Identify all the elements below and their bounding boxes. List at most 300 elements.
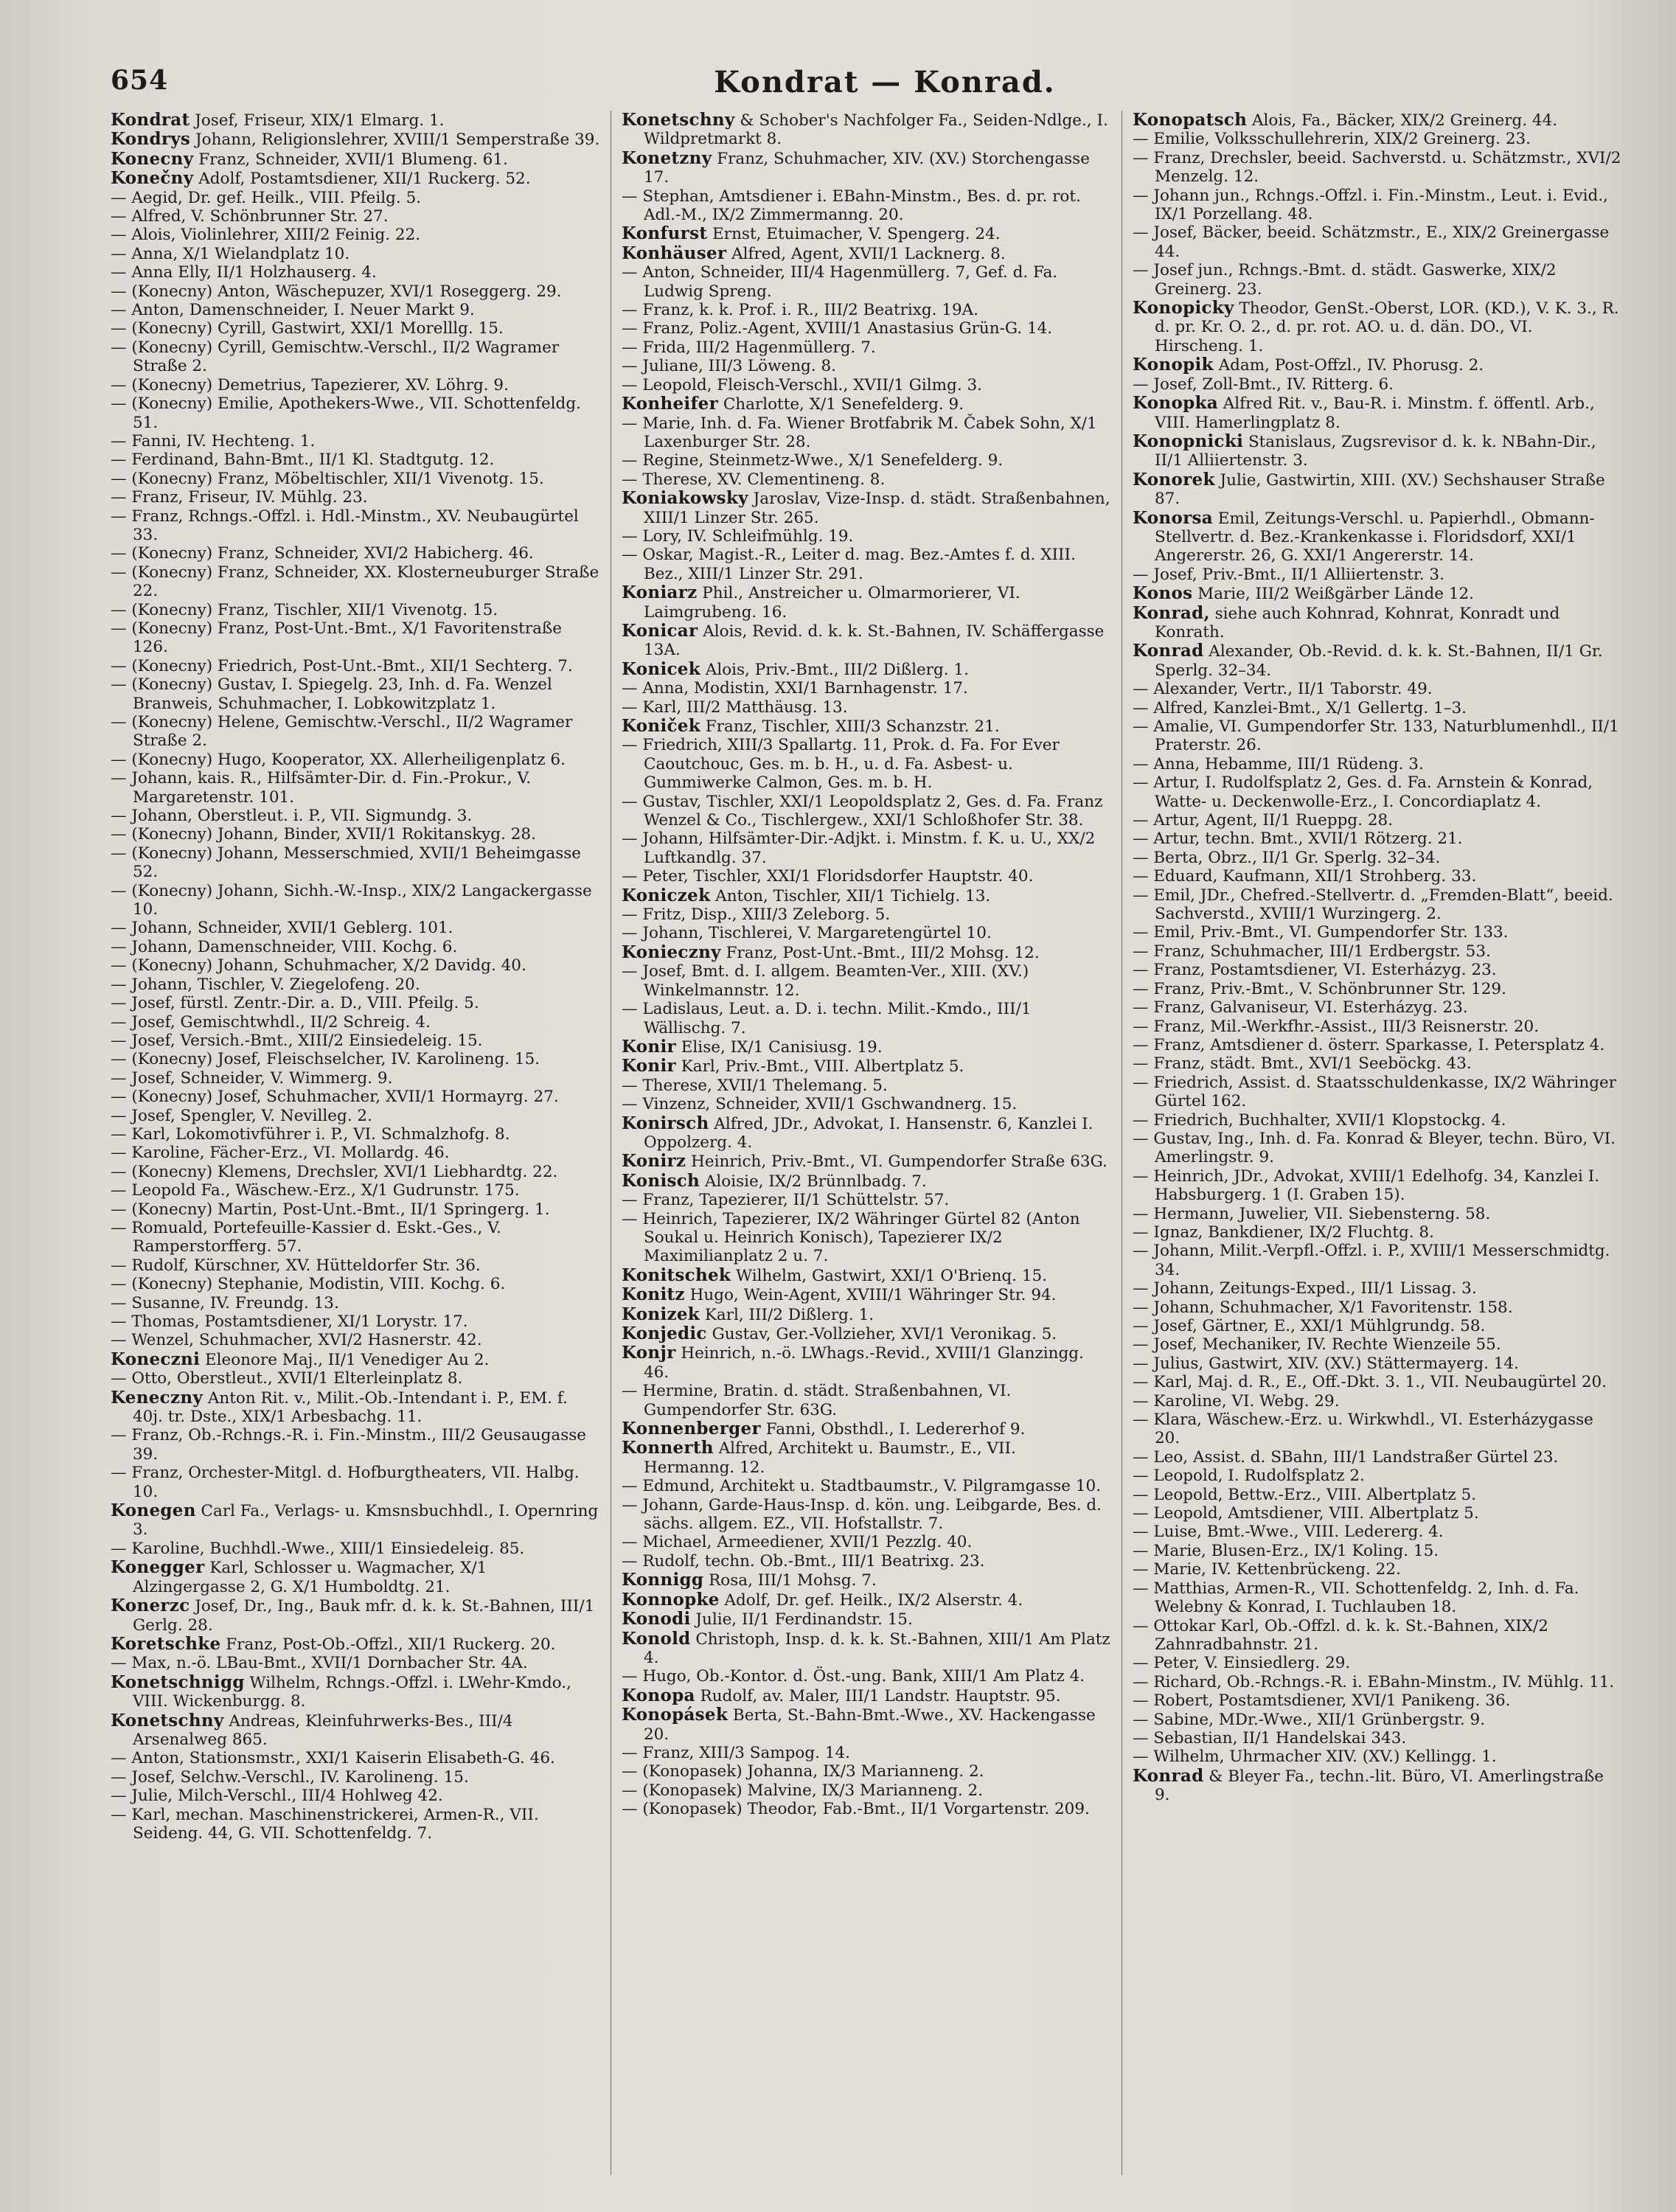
directory-entry: [111, 825, 600, 844]
entry-text: — (Konopasek) Johanna, IX/3 Marianneng. 2.: [622, 1762, 984, 1781]
directory-entry: [622, 149, 1111, 187]
directory-entry: [622, 1172, 1111, 1191]
entry-text: — Johann, Tischlerei, V. Margaretengürtel 10.: [622, 924, 992, 943]
directory-entry: [111, 975, 600, 994]
directory-entry: [1133, 566, 1622, 584]
entry-surname: Konnenberger: [622, 1419, 761, 1439]
entry-text: Karl, Priv.-Bmt., VIII. Albertplatz 5.: [675, 1057, 964, 1077]
directory-entry: [1133, 1523, 1622, 1541]
directory-entry: [622, 338, 1111, 357]
entry-surname: Koneczni: [111, 1349, 201, 1369]
directory-entry: [622, 1781, 1111, 1800]
directory-entry: [622, 660, 1111, 679]
entry-text: — Johann, Tischler, V. Ziegelofeng. 20.: [111, 975, 420, 994]
entry-text: — Franz, Amtsdiener d. österr. Sparkasse, I. Petersplatz 4.: [1133, 1035, 1605, 1054]
entry-text: — Emilie, Volksschullehrerin, XIX/2 Greinerg. 23.: [1133, 130, 1531, 149]
entry-text: — Leopold, Amtsdiener, VIII. Albertplatz 5.: [1133, 1504, 1479, 1523]
entry-text: Gustav, Ger.-Vollzieher, XVI/1 Veronikag. 5.: [706, 1325, 1057, 1343]
entry-text: — Josef, Gemischtwhdl., II/2 Schreig. 4.: [111, 1012, 431, 1032]
directory-entry: [1133, 1242, 1622, 1279]
entry-text: Josef, Dr., Ing., Bauk mfr. d. k. k. St.-Bahnen, III/1 Gerlg. 28.: [133, 1597, 595, 1635]
entry-text: Alfred, Agent, XVII/1 Lacknerg. 8.: [726, 244, 1006, 263]
entry-text: Franz, Post-Unt.-Bmt., III/2 Mohsg. 12.: [720, 943, 1040, 962]
entry-surname: Konetzny: [622, 147, 712, 168]
entry-text: — Franz, Orchester-Mitgl. d. Hofburgtheaters, VII. Halbg. 10.: [111, 1464, 580, 1501]
entry-text: — Franz, Drechsler, beeid. Sachverstd. u. Schätzmstr., XVI/2 Menzelg. 12.: [1133, 148, 1621, 187]
directory-entry: [111, 1107, 600, 1125]
entry-text: — Marie, IV. Kettenbrückeng. 22.: [1133, 1560, 1401, 1579]
entry-text: Eleonore Maj., II/1 Venediger Au 2.: [200, 1350, 490, 1369]
entry-text: — Karl, Maj. d. R., E., Off.-Dkt. 3. 1., VII. Neubaugürtel 20.: [1133, 1373, 1607, 1392]
entry-text: — Johann, Hilfsämter-Dir.-Adjkt. i. Minstm. f. K. u. U., XX/2 Luftkandlg. 37.: [622, 830, 1096, 867]
directory-entry: [1133, 1205, 1622, 1223]
directory-entry: [1133, 261, 1622, 299]
directory-entry: [1133, 187, 1622, 224]
directory-entry: [622, 489, 1111, 527]
directory-entry: [1133, 1335, 1622, 1354]
directory-entry: [1133, 1411, 1622, 1448]
entry-text: — Anton, Schneider, III/4 Hagenmüllerg. 7, Gef. d. Fa. Ludwig Spreng.: [622, 263, 1058, 301]
entry-text: — Sabine, MDr.-Wwe., XII/1 Grünbergstr. 9.: [1133, 1710, 1486, 1729]
entry-text: — (Konecny) Stephanie, Modistin, VIII. Kochg. 6.: [111, 1275, 506, 1294]
directory-entry: [111, 1219, 600, 1256]
entry-surname: Konirz: [622, 1151, 686, 1172]
directory-entry: [1133, 1673, 1622, 1691]
entry-surname: Konjedic: [622, 1324, 707, 1343]
entry-surname: Konheifer: [622, 394, 718, 414]
entry-text: — Rudolf, techn. Ob.-Bmt., III/1 Beatrixg. 23.: [622, 1551, 985, 1571]
entry-text: — Gustav, Tischler, XXI/1 Leopoldsplatz 2, Ges. d. Fa. Franz Wenzel & Co., Tischlergew., XXI/1 Schloßhofer Str. 38.: [622, 792, 1103, 830]
entry-text: Aloisie, IX/2 Brünnlbadg. 7.: [700, 1172, 927, 1191]
page-header: [111, 65, 1659, 102]
entry-text: — Leo, Assist. d. SBahn, III/1 Landstraßer Gürtel 23.: [1133, 1447, 1559, 1467]
directory-entry: [622, 905, 1111, 924]
entry-text: — Anton, Stationsmstr., XXI/1 Kaiserin Elisabeth-G. 46.: [111, 1749, 555, 1768]
directory-entry: [111, 1388, 600, 1427]
entry-text: Karl, III/2 Dißlerg. 1.: [700, 1305, 874, 1324]
entry-surname: Konopásek: [622, 1705, 729, 1725]
entry-text: — Franz, Postamtsdiener, VI. Esterházyg. 23.: [1133, 961, 1497, 980]
directory-entry: [1133, 375, 1622, 394]
entry-text: — (Konecny) Johann, Binder, XVII/1 Rokitanskyg. 28.: [111, 825, 536, 844]
entry-text: — Heinrich, Tapezierer, IX/2 Währinger Gürtel 82 (Anton Soukal u. Heinrich Konisch), Tapezierer IX/2 Maximilianplatz 2 u. 7.: [622, 1209, 1080, 1266]
entry-surname: Konegen: [111, 1500, 196, 1521]
entry-text: — Karoline, Buchhdl.-Wwe., XIII/1 Einsiedeleig. 85.: [111, 1539, 525, 1558]
entry-text: — Artur, techn. Bmt., XVII/1 Rötzerg. 21.: [1133, 830, 1463, 849]
entry-text: — Josef jun., Rchngs.-Bmt. d. städt. Gaswerke, XIX/2 Greinerg. 23.: [1133, 261, 1557, 299]
directory-entry: [622, 1000, 1111, 1037]
entry-surname: Konopatsch: [1133, 111, 1248, 130]
entry-text: — Lory, IV. Schleifmühlg. 19.: [622, 526, 854, 546]
directory-entry: [1133, 1018, 1622, 1036]
entry-text: Wilhelm, Gastwirt, XXI/1 O'Brienq. 15.: [731, 1266, 1048, 1285]
entry-text: Adam, Post-Offzl., IV. Phorusg. 2.: [1213, 356, 1484, 375]
entry-text: — Oskar, Magist.-R., Leiter d. mag. Bez.-Amtes f. d. XIII. Bez., XIII/1 Linzer Str. 291.: [622, 546, 1076, 583]
entry-surname: Koniakowsky: [622, 488, 748, 509]
directory-entry: [111, 1144, 600, 1162]
entry-text: — Thomas, Postamtsdiener, XI/1 Lorystr. 17.: [111, 1312, 468, 1331]
entry-surname: Koniczek: [622, 885, 711, 905]
entry-text: — Richard, Ob.-Rchngs.-R. i. EBahn-Minstm., IV. Mühlg. 11.: [1133, 1672, 1615, 1691]
directory-entry: [111, 376, 600, 394]
entry-text: — Frida, III/2 Hagenmüllerg. 7.: [622, 338, 876, 357]
directory-entry: [622, 1590, 1111, 1610]
entry-surname: Konitz: [622, 1284, 685, 1305]
entry-text: — Friedrich, Assist. d. Staatsschuldenkasse, IX/2 Währinger Gürtel 162.: [1133, 1073, 1617, 1111]
directory-entry: [1133, 699, 1622, 717]
directory-entry: [1133, 641, 1622, 680]
entry-text: — Franz, Schuhmacher, III/1 Erdbergstr. 53.: [1133, 942, 1491, 961]
directory-entry: [111, 1711, 600, 1750]
entry-text: — (Konecny) Demetrius, Tapezierer, XV. Löhrg. 9.: [111, 375, 509, 394]
entry-text: — (Konecny) Josef, Schuhmacher, XVII/1 Hormayrg. 27.: [111, 1088, 559, 1107]
directory-entry: [622, 1343, 1111, 1382]
entry-text: — Aegid, Dr. gef. Heilk., VIII. Pfeilg. 5.: [111, 188, 422, 207]
directory-entry: [111, 150, 600, 169]
directory-column-3: [1133, 111, 1622, 2183]
entry-text: — Leopold Fa., Wäschew.-Erz., X/1 Gudrunstr. 175.: [111, 1181, 520, 1200]
entry-text: — Emil, Priv.-Bmt., VI. Gumpendorfer Str. 133.: [1133, 923, 1509, 942]
directory-entry: [1133, 130, 1622, 148]
entry-text: — (Konecny) Anton, Wäschepuzer, XVI/1 Roseggerg. 29.: [111, 282, 562, 301]
entry-surname: Keneczny: [111, 1387, 204, 1408]
entry-text: Franz, Schneider, XVII/1 Blumeng. 61.: [193, 150, 508, 169]
directory-entry: [111, 394, 600, 432]
directory-entry: [111, 657, 600, 675]
entry-text: — (Konecny) Helene, Gemischtw.-Verschl., II/2 Wagramer Straße 2.: [111, 713, 573, 751]
entry-text: — Josef, Selchw.-Verschl., IV. Karolineng. 15.: [111, 1767, 469, 1787]
entry-text: Rosa, III/1 Mohsg. 7.: [703, 1571, 877, 1590]
directory-entry: [622, 1037, 1111, 1057]
directory-entry: [111, 1256, 600, 1275]
directory-entry: [1133, 680, 1622, 698]
directory-entry: [1133, 849, 1622, 867]
entry-text: — Otto, Oberstleut., XVII/1 Elterleinplatz 8.: [111, 1369, 463, 1388]
entry-text: Karl, Schlosser u. Wagmacher, X/1 Alzingergasse 2, G. X/1 Humboldtg. 21.: [133, 1559, 487, 1596]
entry-text: Franz, Tischler, XIII/3 Schanzstr. 21.: [700, 717, 1000, 736]
entry-text: — Edmund, Architekt u. Stadtbaumstr., V. Pilgramgasse 10.: [622, 1477, 1102, 1496]
directory-entry: [622, 1496, 1111, 1534]
directory-entry: [622, 793, 1111, 830]
entry-text: — Friedrich, XIII/3 Spallartg. 11, Prok. d. Fa. For Ever Caoutchouc, Ges. m. b. H., u. d. Fa. Asbest- u. Gummiwerke Calmon, Ges. m. b. H.: [622, 736, 1060, 793]
directory-column-2: [622, 111, 1111, 2183]
directory-entry: [1133, 149, 1622, 187]
entry-text: — Anna, X/1 Wielandplatz 10.: [111, 244, 350, 263]
directory-entry: [1133, 1711, 1622, 1729]
directory-entry: [1133, 394, 1622, 432]
entry-text: — Heinrich, JDr., Advokat, XVIII/1 Edelhofg. 34, Kanzlei I. Habsburgerg. 1 (I. Graben 15).: [1133, 1166, 1600, 1205]
directory-entry: [111, 1654, 600, 1672]
directory-entry: [111, 938, 600, 956]
directory-entry: [622, 867, 1111, 886]
directory-entry: [1133, 223, 1622, 261]
directory-entry: [622, 962, 1111, 1000]
directory-entry: [1133, 998, 1622, 1017]
entry-text: — (Konecny) Franz, Post-Unt.-Bmt., X/1 Favoritenstraße 126.: [111, 619, 562, 657]
entry-text: — Johann, Milit.-Verpfl.-Offzl. i. P., XVIII/1 Messerschmidtg. 34.: [1133, 1242, 1610, 1279]
entry-surname: Konopik: [1133, 355, 1214, 375]
directory-entry: [1133, 111, 1622, 130]
entry-surname: Koretschke: [111, 1633, 221, 1654]
directory-entry: [111, 470, 600, 488]
entry-surname: Konjr: [622, 1343, 676, 1363]
entry-text: — Wenzel, Schuhmacher, XVI/2 Hasnerstr. 42.: [111, 1331, 482, 1350]
directory-entry: [111, 263, 600, 282]
directory-entry: [111, 245, 600, 263]
directory-entry: [1133, 980, 1622, 998]
entry-text: — Anton, Damenschneider, I. Neuer Markt 9.: [111, 301, 475, 320]
entry-text: — Franz, Tapezierer, II/1 Schüttelstr. 57.: [622, 1191, 950, 1210]
entry-text: — Anna, Modistin, XXI/1 Barnhagenstr. 17.: [622, 679, 968, 698]
entry-text: Fanni, Obsthdl., I. Ledererhof 9.: [760, 1420, 1026, 1439]
entry-surname: Konfurst: [622, 223, 708, 244]
entry-text: — Johann, Schuhmacher, X/1 Favoritenstr. 158.: [1133, 1298, 1513, 1317]
directory-entry: [622, 527, 1111, 546]
entry-text: — Berta, Obrz., II/1 Gr. Sperlg. 32–34.: [1133, 848, 1441, 867]
entry-text: — Therese, XVII/1 Thelemang. 5.: [622, 1076, 888, 1095]
entry-surname: Konitschek: [622, 1265, 731, 1285]
directory-entry: [1133, 1111, 1622, 1130]
directory-entry: [111, 301, 600, 319]
entry-text: — Julie, Milch-Verschl., III/4 Hohlweg 42.: [111, 1787, 443, 1806]
directory-entry: [622, 830, 1111, 867]
entry-text: — Rudolf, Kürschner, XV. Hütteldorfer Str. 36.: [111, 1256, 481, 1275]
entry-surname: Konicar: [622, 620, 698, 641]
directory-entry: [622, 451, 1111, 470]
directory-entry: [111, 189, 600, 207]
entry-text: Heinrich, Priv.-Bmt., VI. Gumpendorfer Straße 63G.: [686, 1152, 1108, 1172]
directory-entry: [1133, 1317, 1622, 1335]
entry-text: — (Konecny) Franz, Schneider, XVI/2 Habicherg. 46.: [111, 544, 534, 563]
entry-text: Theodor, GenSt.-Oberst, LOR. (KD.), V. K. 3., R. d. pr. Kr. O. 2., d. pr. rot. AO. u. d. dän. DO., VI. Hirscheng. 1.: [1155, 299, 1619, 355]
entry-text: — (Konecny) Emilie, Apothekers-Wwe., VII. Schottenfeldg. 51.: [111, 394, 581, 432]
directory-entry: [622, 1533, 1111, 1551]
entry-text: — Robert, Postamtsdiener, XVI/1 Panikeng. 36.: [1133, 1691, 1511, 1711]
entry-text: Julie, II/1 Ferdinandstr. 15.: [690, 1610, 913, 1630]
entry-surname: Konečny: [111, 168, 194, 189]
entry-text: — Franz, Poliz.-Agent, XVIII/1 Anastasius Grün-G. 14.: [622, 319, 1053, 338]
directory-entry: [1133, 1504, 1622, 1523]
directory-entry: [111, 1806, 600, 1843]
directory-entry: [1133, 1729, 1622, 1747]
entry-text: Johann, Religionslehrer, XVIII/1 Semperstraße 39.: [190, 131, 600, 150]
entry-text: — Josef, Priv.-Bmt., II/1 Alliiertenstr. 3.: [1133, 565, 1444, 584]
directory-entry: [1133, 1373, 1622, 1391]
entry-text: — Alois, Violinlehrer, XIII/2 Feinig. 22.: [111, 226, 421, 245]
directory-entry: [622, 1266, 1111, 1285]
directory-entry: [622, 1610, 1111, 1629]
entry-text: — Romuald, Portefeuille-Kassier d. Eskt.-Ges., V. Ramperstorfferg. 57.: [111, 1218, 501, 1256]
entry-text: — (Konecny) Johann, Messerschmied, XVII/1 Beheimgasse 52.: [111, 844, 582, 882]
directory-entry: [111, 319, 600, 338]
entry-text: — Alfred, V. Schönbrunner Str. 27.: [111, 207, 389, 226]
entry-surname: Konizek: [622, 1304, 700, 1324]
directory-entry: [1133, 355, 1622, 375]
directory-entry: [1133, 470, 1622, 509]
directory-entry: [1133, 942, 1622, 961]
entry-text: — (Konecny) Martin, Post-Unt.-Bmt., II/1 Springerg. 1.: [111, 1200, 550, 1219]
entry-text: — Franz, k. k. Prof. i. R., III/2 Beatrixg. 19A.: [622, 301, 979, 320]
entry-surname: Konrad: [1133, 641, 1204, 661]
entry-text: — Alexander, Vertr., II/1 Taborstr. 49.: [1133, 680, 1433, 699]
entry-text: — Sebastian, II/1 Handelskai 343.: [1133, 1728, 1407, 1747]
entry-text: — Josef, Spengler, V. Nevilleg. 2.: [111, 1106, 372, 1125]
entry-surname: Konieczny: [622, 942, 721, 962]
entry-text: Adolf, Postamtsdiener, XII/1 Ruckerg. 52.: [193, 170, 531, 189]
entry-text: — Peter, Tischler, XXI/1 Floridsdorfer Hauptstr. 40.: [622, 867, 1034, 886]
entry-text: Elise, IX/1 Canisiusg. 19.: [675, 1037, 883, 1057]
directory-entry: [622, 1571, 1111, 1590]
directory-entry: [1133, 1486, 1622, 1504]
entry-text: Wilhelm, Rchngs.-Offzl. i. LWehr-Kmdo., VIII. Wickenburgg. 8.: [133, 1673, 571, 1711]
entry-text: — Ignaz, Bankdiener, IX/2 Fluchtg. 8.: [1133, 1222, 1434, 1242]
entry-text: — Luise, Bmt.-Wwe., VIII. Ledererg. 4.: [1133, 1523, 1444, 1542]
entry-text: Christoph, Insp. d. k. k. St.-Bahnen, XIII/1 Am Platz 4.: [644, 1630, 1110, 1667]
entry-text: Rudolf, av. Maler, III/1 Landstr. Hauptstr. 95.: [695, 1686, 1061, 1705]
directory-entry: [1133, 1467, 1622, 1485]
entry-text: Hugo, Wein-Agent, XVIII/1 Währinger Str. 94.: [684, 1286, 1057, 1305]
directory-entry: [622, 1382, 1111, 1419]
directory-entry: [111, 1032, 600, 1050]
entry-text: — Karl, III/2 Matthäusg. 13.: [622, 698, 848, 717]
entry-text: — Franz, Mil.-Werkfhr.-Assist., III/3 Reisnerstr. 20.: [1133, 1017, 1540, 1036]
entry-text: Berta, St.-Bahn-Bmt.-Wwe., XV. Hackengasse 20.: [644, 1706, 1096, 1744]
directory-entry: [1133, 1448, 1622, 1467]
directory-entry: [1133, 1354, 1622, 1373]
entry-text: — Josef, Versich.-Bmt., XIII/2 Einsiedeleig. 15.: [111, 1031, 483, 1050]
directory-entry: [622, 1305, 1111, 1324]
directory-entry: [622, 1210, 1111, 1266]
directory-entry: [111, 1464, 600, 1501]
entry-text: — Hermann, Juwelier, VII. Siebensterng. 58.: [1133, 1204, 1491, 1223]
directory-entry: [1133, 830, 1622, 848]
directory-entry: [1133, 1130, 1622, 1167]
entry-surname: Konrad,: [1133, 602, 1210, 623]
entry-text: — Hugo, Ob.-Kontor. d. Öst.-ung. Bank, XIII/1 Am Platz 4.: [622, 1667, 1085, 1686]
entry-surname: Konorsa: [1133, 507, 1213, 528]
directory-entry: [111, 1787, 600, 1805]
entry-text: — Franz, Galvaniseur, VI. Esterházyg. 23.: [1133, 998, 1468, 1018]
entry-surname: Konicek: [622, 658, 700, 679]
entry-text: — (Konecny) Josef, Fleischselcher, IV. Karolineng. 15.: [111, 1050, 540, 1069]
directory-entry: [1133, 1542, 1622, 1560]
entry-text: — Alfred, Kanzlei-Bmt., X/1 Gellertg. 1–3.: [1133, 698, 1467, 717]
directory-entry: [622, 622, 1111, 660]
directory-entry: [622, 736, 1111, 792]
directory-entry: [622, 111, 1111, 149]
directory-entry: [622, 1191, 1111, 1209]
entry-text: — Ottokar Karl, Ob.-Offzl. d. k. k. St.-Bahnen, XIX/2 Zahnradbahnstr. 21.: [1133, 1616, 1548, 1654]
entry-text: Jaroslav, Vize-Insp. d. städt. Straßenbahnen, XIII/1 Linzer Str. 265.: [644, 490, 1110, 527]
directory-entry: [622, 546, 1111, 583]
directory-entry: [622, 1800, 1111, 1818]
directory-entry: [111, 1331, 600, 1349]
directory-entry: [622, 224, 1111, 243]
page-number: 654: [111, 65, 169, 96]
directory-column-1: [111, 111, 600, 2183]
entry-text: Alfred Rit. v., Bau-R. i. Minstm. f. öffentl. Arb., VIII. Hamerlingplatz 8.: [1155, 394, 1595, 432]
directory-entry: [111, 1312, 600, 1331]
entry-text: Heinrich, n.-ö. LWhags.-Revid., XVIII/1 Glanzingg. 46.: [644, 1344, 1084, 1382]
entry-text: — Johann, Oberstleut. i. P., VII. Sigmundg. 3.: [111, 807, 473, 826]
entry-text: — Josef, Gärtner, E., XXI/1 Mühlgrundg. 58.: [1133, 1317, 1486, 1335]
directory-entry: [111, 1294, 600, 1312]
directory-entry: [111, 994, 600, 1012]
directory-entry: [622, 376, 1111, 394]
directory-entry: [1133, 1579, 1622, 1617]
directory-entry: [1133, 811, 1622, 830]
entry-text: Alois, Priv.-Bmt., III/2 Dißlerg. 1.: [700, 660, 969, 679]
directory-entry: [111, 807, 600, 825]
directory-entry: [111, 282, 600, 301]
entry-text: — Josef, Bäcker, beeid. Schätzmstr., E., XIX/2 Greinergasse 44.: [1133, 223, 1610, 261]
directory-entry: [111, 1088, 600, 1106]
directory-entry: [1133, 1074, 1622, 1111]
directory-entry: [622, 1552, 1111, 1571]
entry-text: — Josef, fürstl. Zentr.-Dir. a. D., VIII. Pfeilg. 5.: [111, 994, 479, 1013]
directory-entry: [1133, 1054, 1622, 1073]
entry-surname: Konecny: [111, 148, 194, 169]
entry-text: — Johann jun., Rchngs.-Offzl. i. Fin.-Minstm., Leut. i. Evid., IX/1 Porzellang. 48.: [1133, 186, 1608, 224]
directory-entry: [1133, 1036, 1622, 1054]
directory-entry: [111, 544, 600, 563]
directory-entry: [111, 1200, 600, 1219]
directory-entry: [111, 1069, 600, 1088]
directory-entry: [111, 226, 600, 244]
directory-entry: [111, 1350, 600, 1369]
entry-text: — Susanne, IV. Freundg. 13.: [111, 1293, 339, 1312]
directory-entry: [622, 357, 1111, 375]
directory-entry: [1133, 1691, 1622, 1710]
entry-text: Anton Rit. v., Milit.-Ob.-Intendant i. P., EM. f. 40j. tr. Dste., XIX/1 Arbesbachg. 11.: [133, 1388, 568, 1427]
entry-text: Emil, Zeitungs-Verschl. u. Papierhdl., Obmann-Stellvertr. d. Bez.-Krankenkasse i. Floridsdorf, XXI/1 Angererstr. 26, G. XXI/1 Angererstr. 14.: [1155, 509, 1595, 566]
entry-surname: Konopa: [622, 1685, 695, 1705]
directory-entry: [1133, 1617, 1622, 1655]
entry-text: Charlotte, X/1 Senefelderg. 9.: [718, 395, 964, 414]
entry-surname: Konopka: [1133, 393, 1218, 414]
directory-entry: [1133, 1747, 1622, 1766]
entry-text: & Schober's Nachfolger Fa., Seiden-Ndlge., I. Wildpretmarkt 8.: [644, 111, 1108, 149]
directory-entry: [111, 919, 600, 937]
directory-entry: [111, 1050, 600, 1068]
entry-text: — Matthias, Armen-R., VII. Schottenfeldg. 2, Inh. d. Fa. Welebny & Konrad, I. Tuchlauben 18.: [1133, 1579, 1579, 1617]
directory-entry: [622, 394, 1111, 414]
directory-entry: [111, 844, 600, 882]
directory-entry: [622, 1705, 1111, 1744]
directory-entry: [622, 1667, 1111, 1686]
entry-text: — Marie, Inh. d. Fa. Wiener Brotfabrik M. Čabek Sohn, X/1 Laxenburger Str. 28.: [622, 414, 1097, 451]
entry-text: Alois, Fa., Bäcker, XIX/2 Greinerg. 44.: [1247, 111, 1558, 130]
entry-text: Franz, Post-Ob.-Offzl., XII/1 Ruckerg. 20.: [220, 1635, 556, 1654]
directory-columns: [111, 111, 1622, 2183]
entry-surname: Konhäuser: [622, 243, 727, 263]
entry-text: — Ferdinand, Bahn-Bmt., II/1 Kl. Stadtgutg. 12.: [111, 451, 495, 470]
directory-entry: [111, 1596, 600, 1635]
directory-entry: [1133, 867, 1622, 886]
entry-text: — Josef, Mechaniker, IV. Rechte Wienzeile 55.: [1133, 1335, 1501, 1354]
directory-entry: [111, 1125, 600, 1144]
entry-text: — (Konecny) Cyrill, Gastwirt, XXI/1 Morelllg. 15.: [111, 319, 504, 338]
directory-entry: [622, 717, 1111, 736]
directory-entry: [622, 924, 1111, 942]
entry-surname: Konetschny: [622, 111, 735, 130]
directory-entry: [622, 1630, 1111, 1668]
entry-text: — Franz, XIII/3 Sampog. 14.: [622, 1743, 850, 1762]
directory-entry: [1133, 773, 1622, 811]
directory-entry: [622, 470, 1111, 489]
entry-surname: Konopnicki: [1133, 431, 1244, 451]
entry-text: — Franz, Friseur, IV. Mühlg. 23.: [111, 488, 368, 507]
